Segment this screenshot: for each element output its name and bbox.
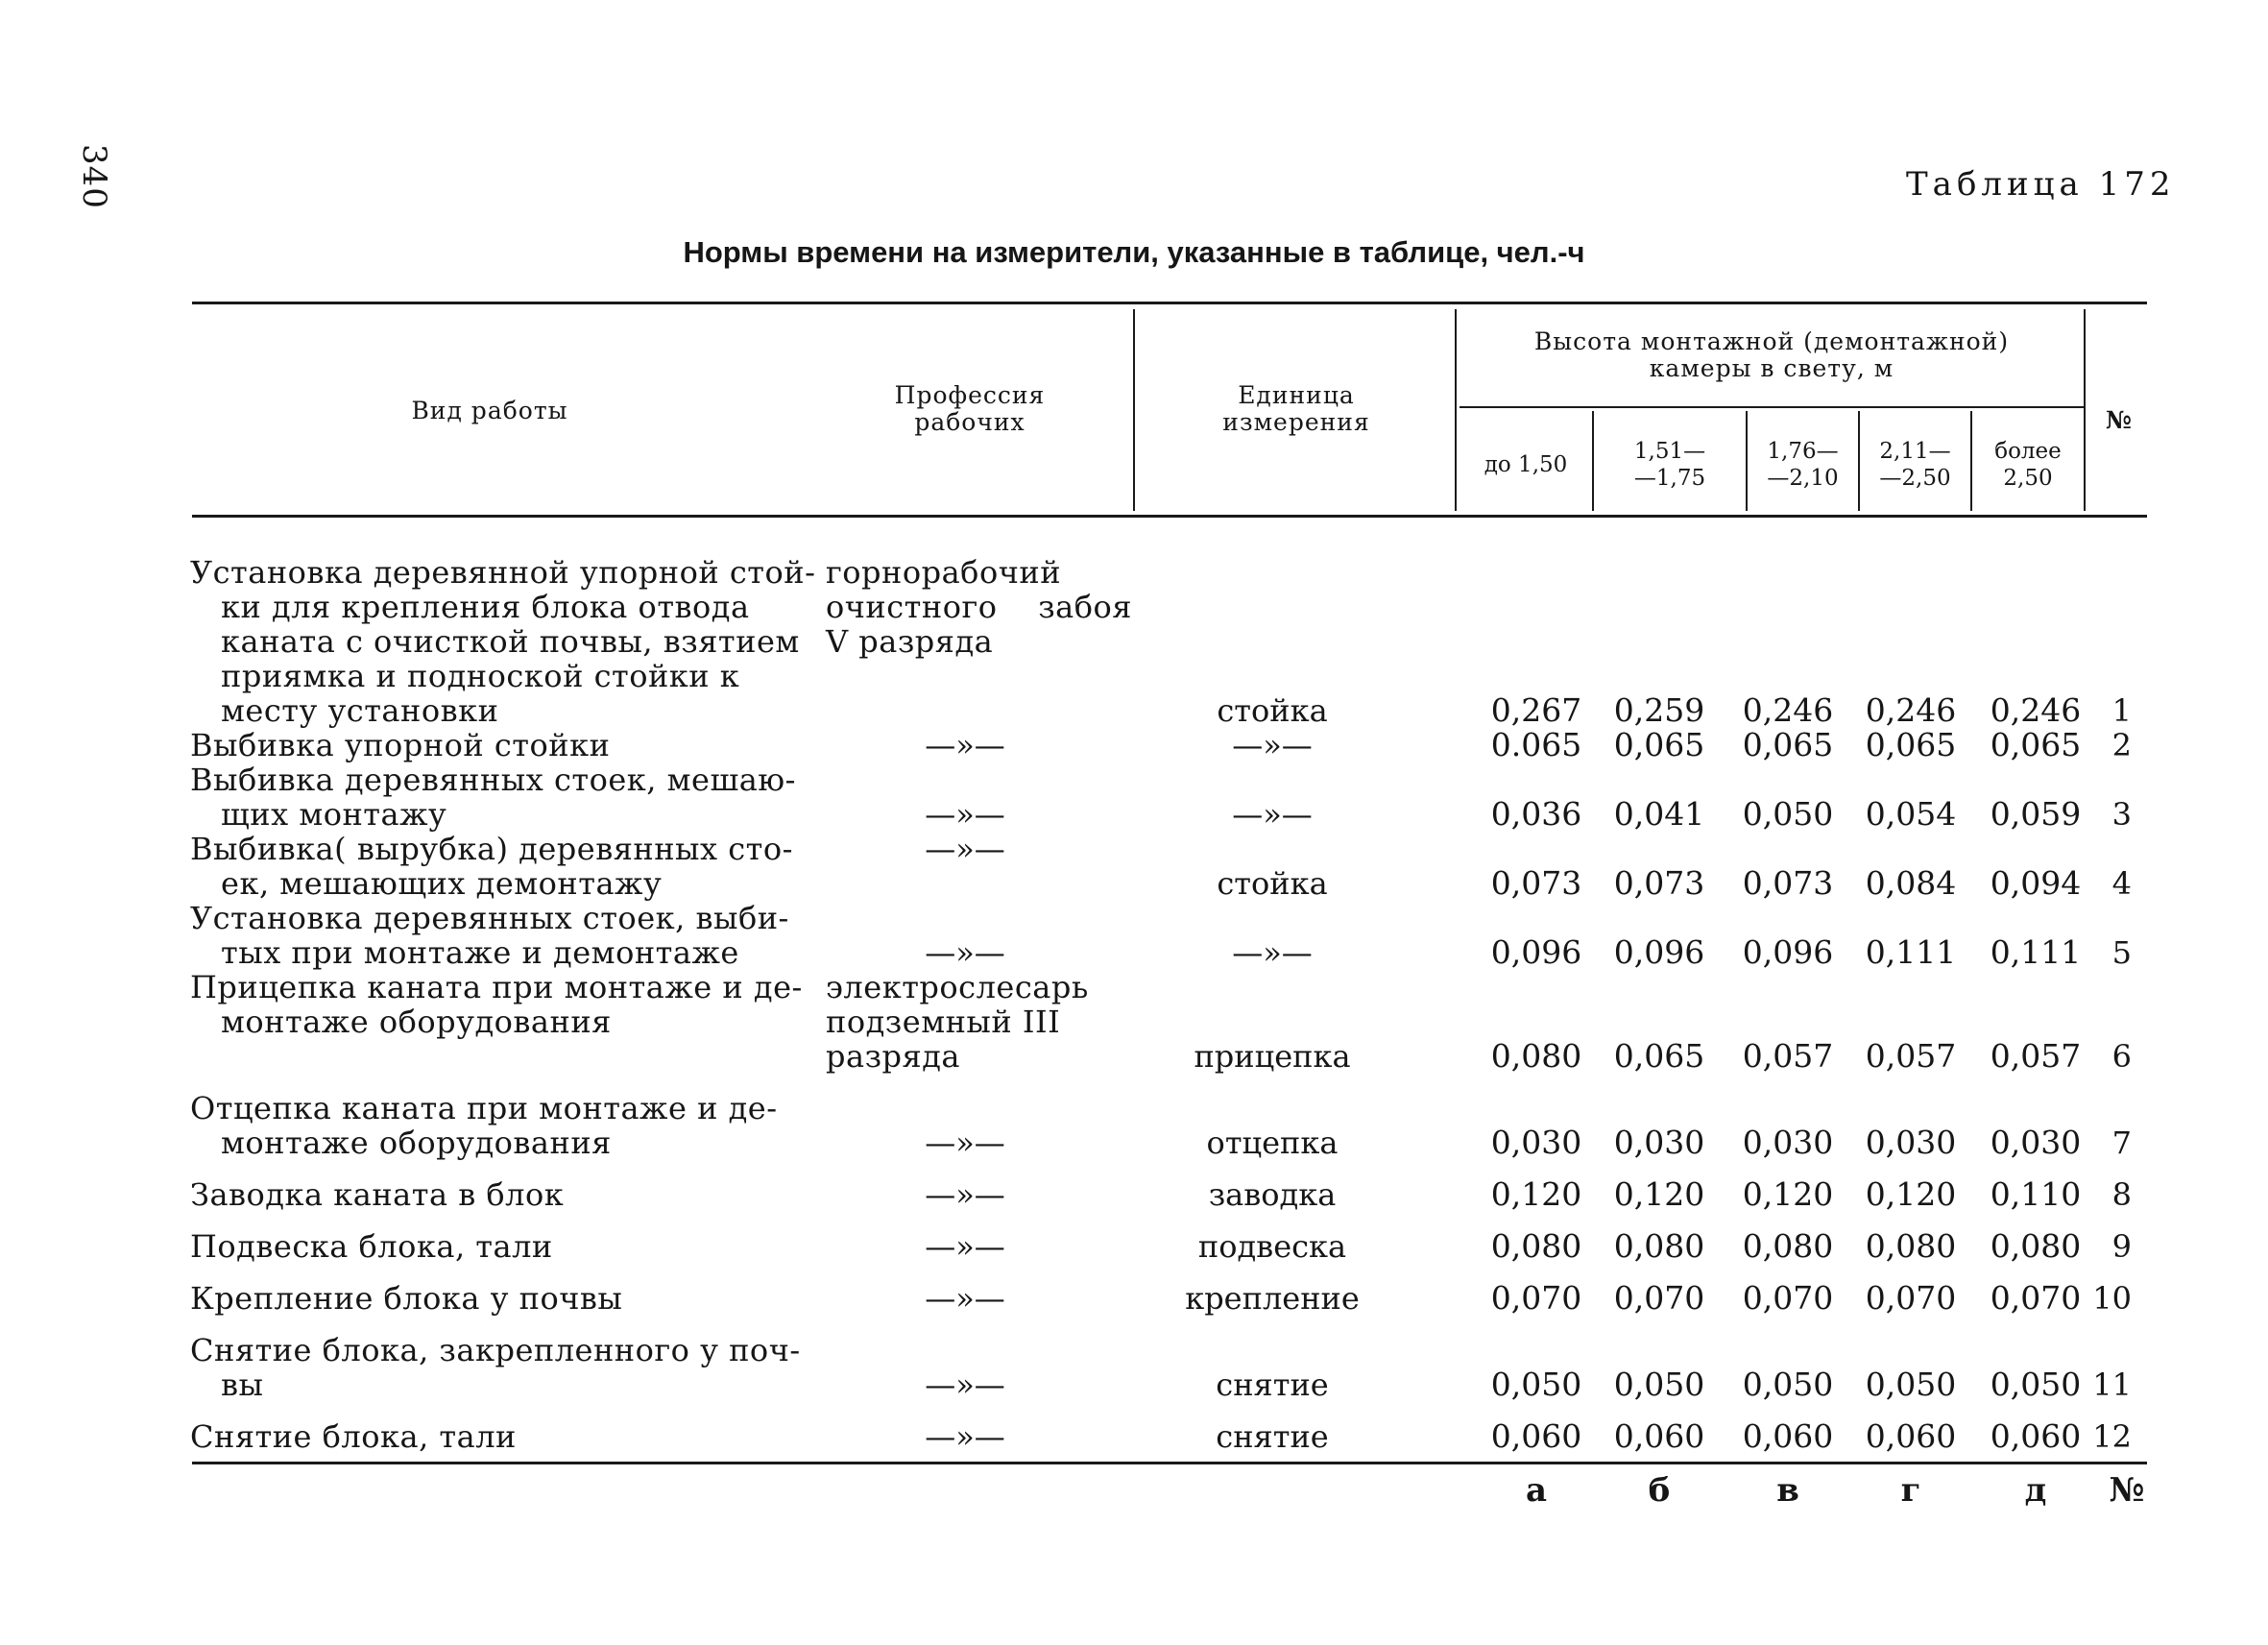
- row-number: 1: [2111, 692, 2132, 729]
- row-value-e: 0,246: [1990, 691, 2082, 729]
- row-number: 7: [2111, 1125, 2132, 1161]
- row-value-d: 0,050: [1865, 1366, 1957, 1403]
- header-work: Вид работы: [411, 397, 568, 424]
- row-value-c: 0,073: [1742, 864, 1834, 902]
- row-value-b: 0,259: [1613, 691, 1705, 729]
- row-value-a: 0.065: [1490, 726, 1582, 763]
- top-rule: [192, 302, 2147, 304]
- footer-col-d: г: [1900, 1471, 1921, 1510]
- header-bottom-rule: [192, 515, 2147, 518]
- row-number: 6: [2111, 1038, 2132, 1075]
- footer-col-c: в: [1776, 1471, 1799, 1510]
- row-value-c: 0,057: [1742, 1037, 1834, 1075]
- row-value-e: 0,057: [1990, 1037, 2082, 1075]
- row-value-e: 0,080: [1990, 1227, 2082, 1265]
- row-value-c: 0,070: [1742, 1279, 1834, 1317]
- page-number: 340: [75, 144, 113, 209]
- row-work: Установка деревянных стоек, выби- тых при монтаже и демонтаже: [190, 900, 789, 971]
- row-value-d: 0,084: [1865, 864, 1957, 902]
- row-work: Снятие блока, тали: [190, 1418, 517, 1455]
- header-range-c: 1,76— —2,10: [1767, 439, 1839, 491]
- row-number: 11: [2092, 1367, 2132, 1403]
- row-value-c: 0,096: [1742, 933, 1834, 971]
- row-profession: —»—: [925, 1125, 1005, 1161]
- row-value-a: 0,070: [1490, 1279, 1582, 1317]
- row-unit: снятие: [1216, 1418, 1329, 1455]
- row-value-b: 0,070: [1613, 1279, 1705, 1317]
- row-value-a: 0,030: [1490, 1124, 1582, 1161]
- row-unit: —»—: [1232, 796, 1313, 833]
- row-value-a: 0,036: [1490, 795, 1582, 833]
- table-title: Нормы времени на измерители, указанные в таблице, чел.-ч: [683, 235, 1585, 269]
- row-value-b: 0,096: [1613, 933, 1705, 971]
- row-value-d: 0,030: [1865, 1124, 1957, 1161]
- row-work: Заводка каната в блок: [190, 1176, 565, 1213]
- row-number: 10: [2092, 1280, 2132, 1317]
- header-range-d: 2,11— —2,50: [1879, 439, 1951, 491]
- row-value-d: 0,060: [1865, 1417, 1957, 1455]
- row-value-a: 0,060: [1490, 1417, 1582, 1455]
- row-value-b: 0,060: [1613, 1417, 1705, 1455]
- row-profession: —»—: [925, 796, 1005, 833]
- row-value-c: 0,050: [1742, 795, 1834, 833]
- row-value-a: 0,080: [1490, 1037, 1582, 1075]
- row-work: Установка деревянной упорной стой- ки для крепления блока отвода каната с очисткой почвы, взятием приямка и подноской стойки к месту установки: [190, 554, 816, 729]
- row-value-b: 0,065: [1613, 726, 1705, 763]
- footer-col-a: а: [1525, 1471, 1548, 1510]
- row-number: 5: [2111, 934, 2132, 971]
- row-unit: стойка: [1217, 692, 1328, 729]
- row-number: 2: [2111, 727, 2132, 763]
- row-value-a: 0,080: [1490, 1227, 1582, 1265]
- row-value-d: 0,070: [1865, 1279, 1957, 1317]
- row-unit: —»—: [1232, 934, 1313, 971]
- row-value-e: 0,070: [1990, 1279, 2082, 1317]
- row-unit: крепление: [1185, 1280, 1360, 1317]
- row-unit: —»—: [1232, 727, 1313, 763]
- row-value-a: 0,267: [1490, 691, 1582, 729]
- row-value-d: 0,054: [1865, 795, 1957, 833]
- row-value-b: 0,041: [1613, 795, 1705, 833]
- row-value-a: 0,096: [1490, 933, 1582, 971]
- header-unit: Единица измерения: [1222, 381, 1370, 436]
- header-range-a: до 1,50: [1484, 452, 1568, 477]
- row-unit: стойка: [1217, 865, 1328, 902]
- row-profession: —»—: [925, 727, 1005, 763]
- row-value-c: 0,050: [1742, 1366, 1834, 1403]
- row-value-c: 0,120: [1742, 1175, 1834, 1213]
- row-value-e: 0,060: [1990, 1417, 2082, 1455]
- row-work: Подвеска блока, тали: [190, 1228, 553, 1265]
- row-work: Прицепка каната при монтаже и де- монтаже оборудования: [190, 969, 803, 1040]
- row-value-e: 0,065: [1990, 726, 2082, 763]
- row-value-d: 0,057: [1865, 1037, 1957, 1075]
- row-value-c: 0,080: [1742, 1227, 1834, 1265]
- row-value-a: 0,050: [1490, 1366, 1582, 1403]
- row-value-b: 0,030: [1613, 1124, 1705, 1161]
- footer-col-number: №: [2109, 1471, 2145, 1510]
- col-divider-height: [1455, 309, 1457, 511]
- row-value-b: 0,080: [1613, 1227, 1705, 1265]
- row-value-e: 0,059: [1990, 795, 2082, 833]
- row-value-d: 0,120: [1865, 1175, 1957, 1213]
- row-value-e: 0,111: [1990, 933, 2082, 971]
- row-value-b: 0,120: [1613, 1175, 1705, 1213]
- row-value-d: 0,111: [1865, 933, 1957, 971]
- row-number: 9: [2111, 1228, 2132, 1265]
- row-work: Выбивка упорной стойки: [190, 727, 611, 763]
- row-value-a: 0,120: [1490, 1175, 1582, 1213]
- row-unit: подвеска: [1197, 1228, 1347, 1265]
- row-work: Крепление блока у почвы: [190, 1280, 623, 1317]
- row-profession: —»—: [925, 1280, 1005, 1317]
- table-label: Таблица 172: [1906, 165, 2176, 204]
- row-number: 3: [2111, 796, 2132, 833]
- row-work: Снятие блока, закрепленного у поч- вы: [190, 1332, 801, 1403]
- row-number: 4: [2111, 865, 2132, 902]
- row-number: 8: [2111, 1176, 2132, 1213]
- row-work: Отцепка каната при монтаже и де- монтаже оборудования: [190, 1090, 778, 1161]
- row-value-e: 0,030: [1990, 1124, 2082, 1161]
- row-value-e: 0,110: [1990, 1175, 2082, 1213]
- row-value-a: 0,073: [1490, 864, 1582, 902]
- row-profession: —»—: [925, 1418, 1005, 1455]
- row-value-d: 0,246: [1865, 691, 1957, 729]
- row-value-e: 0,094: [1990, 864, 2082, 902]
- row-value-c: 0,030: [1742, 1124, 1834, 1161]
- row-value-d: 0,065: [1865, 726, 1957, 763]
- row-profession: —»—: [925, 934, 1005, 971]
- header-range-b: 1,51— —1,75: [1633, 439, 1706, 491]
- row-work: Выбивка( вырубка) деревянных сто- ек, мешающих демонтажу: [190, 831, 793, 902]
- row-unit: заводка: [1208, 1176, 1337, 1213]
- bottom-rule: [192, 1462, 2147, 1464]
- row-profession: —»—: [925, 831, 1005, 867]
- footer-col-b: б: [1648, 1471, 1671, 1510]
- row-value-c: 0,246: [1742, 691, 1834, 729]
- row-unit: прицепка: [1194, 1038, 1351, 1075]
- row-profession: —»—: [925, 1228, 1005, 1265]
- header-number: №: [2105, 406, 2134, 434]
- header-profession: Профессия рабочих: [894, 381, 1046, 436]
- row-value-b: 0,050: [1613, 1366, 1705, 1403]
- row-profession: —»—: [925, 1367, 1005, 1403]
- row-profession: —»—: [925, 1176, 1005, 1213]
- row-value-d: 0,080: [1865, 1227, 1957, 1265]
- row-value-e: 0,050: [1990, 1366, 2082, 1403]
- row-unit: отцепка: [1206, 1125, 1339, 1161]
- height-subheader-rule: [1460, 406, 2084, 408]
- row-value-c: 0,065: [1742, 726, 1834, 763]
- row-number: 12: [2092, 1418, 2132, 1455]
- row-value-c: 0,060: [1742, 1417, 1834, 1455]
- row-work: Выбивка деревянных стоек, мешаю- щих монтажу: [190, 762, 796, 833]
- row-profession: горнорабочий очистного забоя V разряда: [826, 554, 1132, 660]
- footer-col-e: д: [2024, 1471, 2047, 1510]
- row-value-b: 0,065: [1613, 1037, 1705, 1075]
- row-unit: снятие: [1216, 1367, 1329, 1403]
- row-value-b: 0,073: [1613, 864, 1705, 902]
- header-range-e: более 2,50: [1994, 439, 2062, 491]
- header-height: Высота монтажной (демонтажной) камеры в свету, м: [1533, 327, 2010, 382]
- col-divider-unit: [1133, 309, 1135, 511]
- row-profession: электрослесарь подземный III разряда: [826, 969, 1089, 1075]
